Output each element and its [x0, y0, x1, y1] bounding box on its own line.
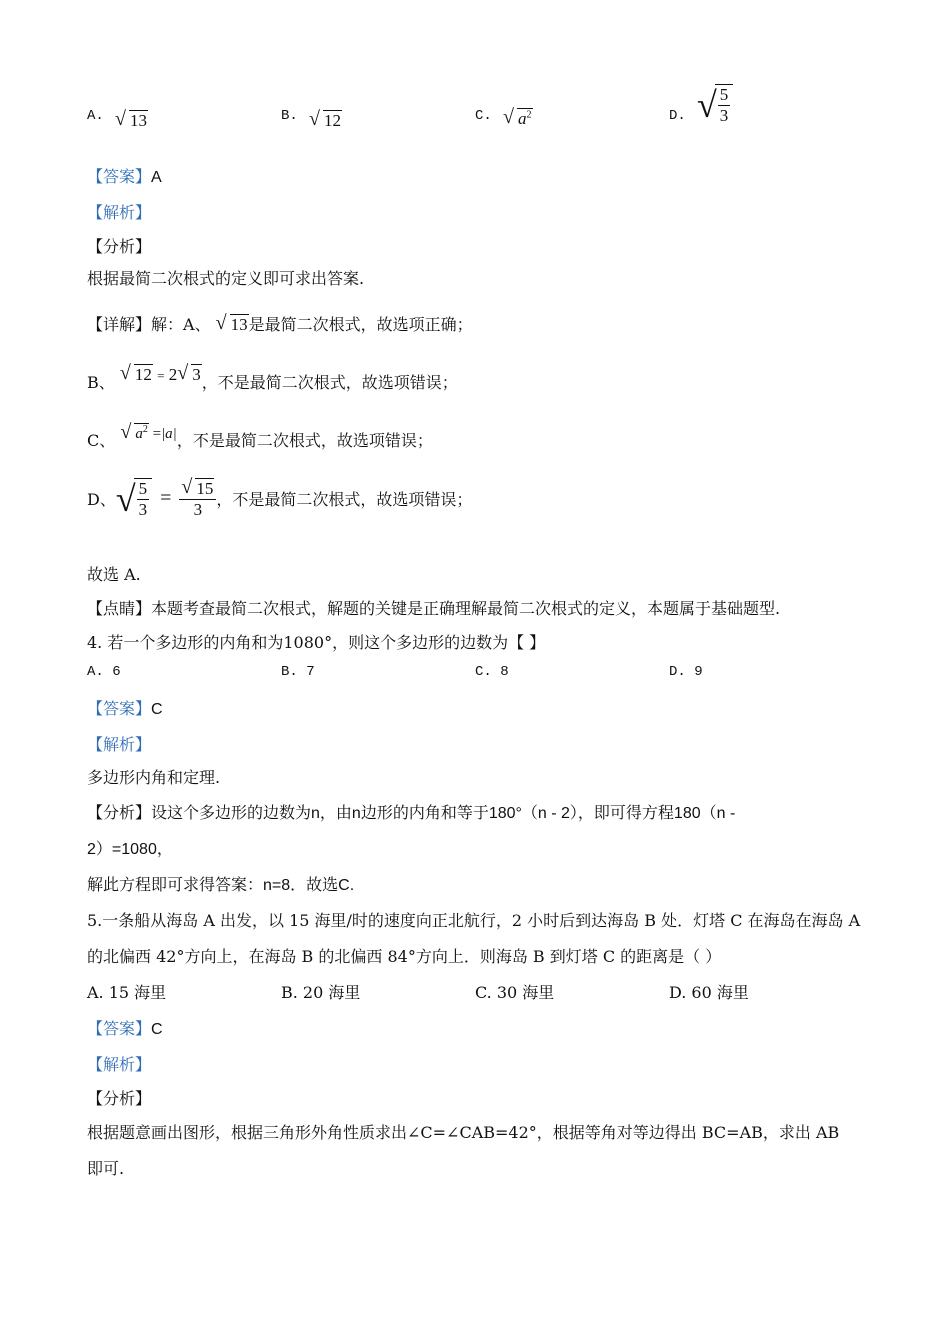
q5-stem-line2: 的北偏西 42°方向上，在海岛 B 的北偏西 84°方向上．则海岛 B 到灯塔 C 的距离是（ ） [87, 947, 722, 966]
jiexi-tag: 【解析】 [87, 203, 152, 222]
conclude-line: 故选 A. [87, 565, 141, 584]
detail-line-a: 【详解】解：A、 √ 13是最简二次根式，故选项正确； [87, 312, 473, 335]
option-a-radical: √ 13 [115, 110, 148, 131]
q5-option-a: A. 15 海里 [87, 983, 167, 1002]
q4-option-d: D. 9 [669, 664, 703, 680]
q5-fenxi-line1: 根据题意画出图形，根据三角形外角性质求出∠C=∠CAB=42°，根据等角对等边得出 BC=AB，求出 AB [87, 1123, 840, 1142]
fenxi-tag: 【分析】 [87, 237, 152, 256]
q4-option-a: A. 6 [87, 664, 121, 680]
option-b-radical: √ 12 [309, 110, 342, 131]
q5-option-c: C. 30 海里 [475, 983, 555, 1002]
answer-line [87, 164, 162, 187]
q5-stem-line1: 5.一条船从海岛 A 出发，以 15 海里/时的速度向正北航行，2 小时后到达海岛 B 处．灯塔 C 在海岛在海岛 A [87, 911, 861, 930]
option-c-label: C. [475, 108, 492, 124]
q5-option-b: B. 20 海里 [281, 983, 361, 1002]
answer-value: A [151, 169, 162, 186]
q5-fenxi-line2: 即可. [87, 1159, 125, 1178]
detail-line-b: B、 √ 12 = 2√ 3，不是最简二次根式，故选项错误； [87, 370, 458, 393]
fenxi-text: 根据最简二次根式的定义即可求出答案. [87, 269, 365, 288]
option-a-label: A. [87, 108, 104, 124]
q5-fenxi-tag: 【分析】 [87, 1089, 152, 1108]
detail-line-c: C、 √ $a^2 =|a|$，不是最简二次根式，故选项错误； [87, 428, 433, 451]
q5-option-d: D. 60 海里 [669, 983, 749, 1002]
option-c-radical: √ $a^2$ [503, 108, 533, 129]
q4-option-c: C. 8 [475, 664, 509, 680]
q4-stem: 4. 若一个多边形的内角和为1080°，则这个多边形的边数为【 】 [87, 633, 546, 652]
option-d-radical: √ $\frac{5}{3}$ [697, 84, 733, 125]
q4-fenxi-line2: 2）=1080， [87, 841, 173, 858]
dianjing-line: 【点睛】本题考查最简二次根式，解题的关键是正确理解最简二次根式的定义，本题属于基础题型. [87, 599, 781, 618]
q4-line1: 多边形内角和定理. [87, 768, 221, 787]
q5-jiexi-tag: 【解析】 [87, 1055, 152, 1074]
option-d-label: D. [669, 108, 686, 124]
q5-answer-line: 【答案】C [87, 1019, 163, 1038]
option-b-label: B. [281, 108, 298, 124]
q4-fenxi-line1: 【分析】设这个多边形的边数为n，由n边形的内角和等于180°（n - 2），即可得方程180（n - [87, 803, 736, 822]
detail-line-d: D、 √ $\frac{5}{3}$ = √ $\frac{15}{3}$ ，不是最简二次根式，故选项错误； [87, 478, 472, 519]
q4-answer-line: 【答案】C [87, 699, 163, 718]
q4-option-b: B. 7 [281, 664, 315, 680]
q4-jiexi-tag: 【解析】 [87, 735, 152, 754]
answer-tag: 【答案】 [87, 167, 152, 186]
q4-fenxi-line3: 解此方程即可求得答案：n=8．故选C. [87, 877, 355, 894]
